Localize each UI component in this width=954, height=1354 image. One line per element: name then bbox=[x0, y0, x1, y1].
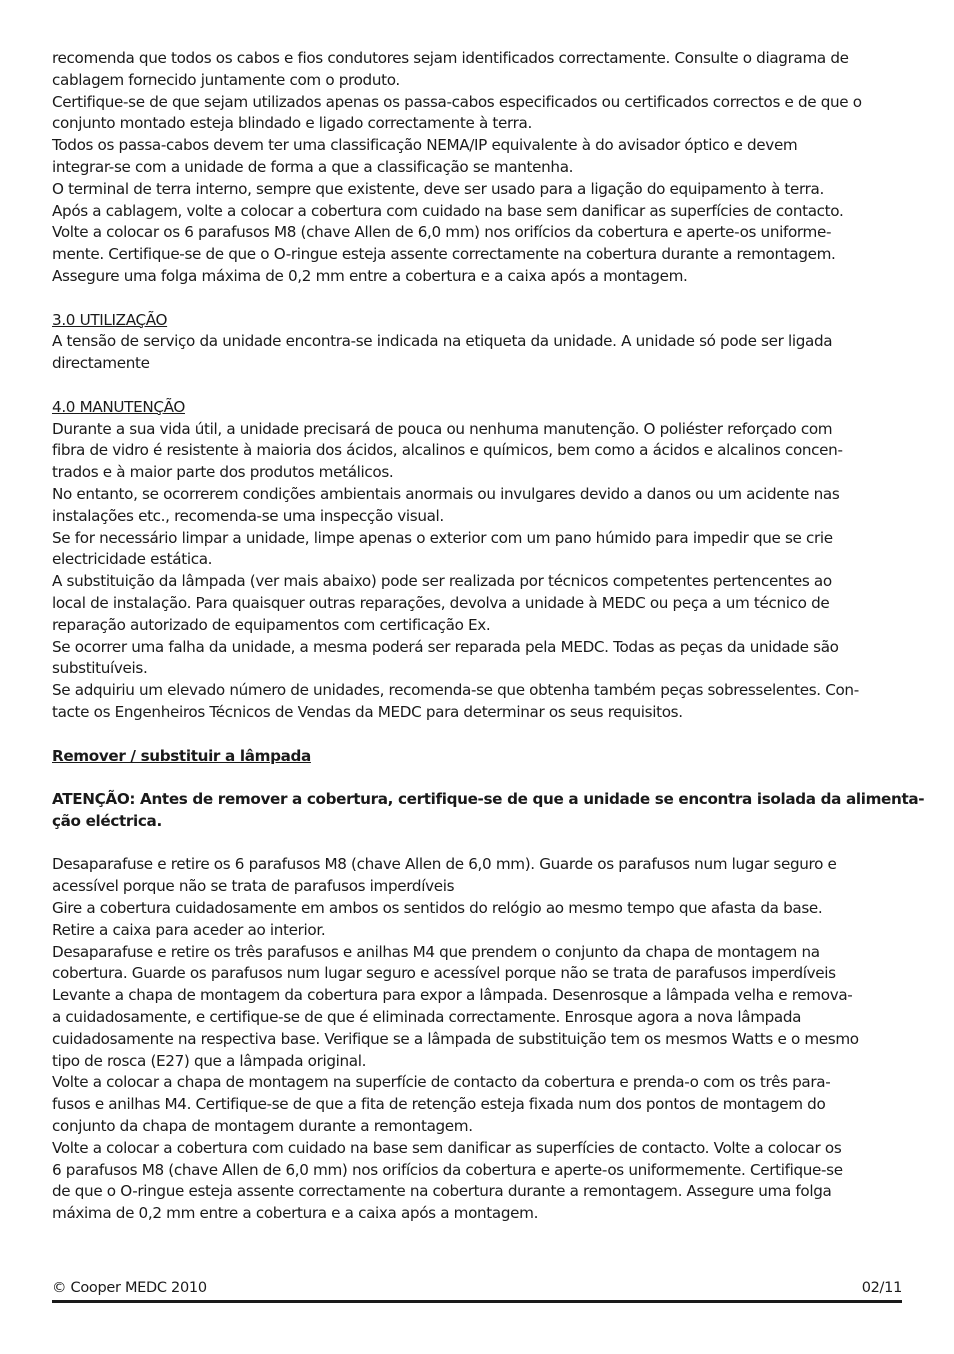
document-body bbox=[52, 48, 925, 1225]
text-line: Volte a colocar os 6 parafusos M8 (chave Allen de 6,0 mm) nos orifícios da cobertura e aperte-os uniforme- bbox=[52, 223, 832, 242]
page-footer bbox=[52, 1277, 902, 1299]
text-line: Desaparafuse e retire os 6 parafusos M8 (chave Allen de 6,0 mm). Guarde os parafusos num lugar seguro e bbox=[52, 855, 837, 874]
text-line: Todos os passa-cabos devem ter uma classificação NEMA/IP equivalente à do avisador óptico e devem bbox=[52, 136, 798, 155]
text-line: instalações etc., recomenda-se uma inspecção visual. bbox=[52, 506, 444, 525]
text-line: Gire a cobertura cuidadosamente em ambos os sentidos do relógio ao mesmo tempo que afasta da base. bbox=[52, 899, 823, 918]
text-line: Volte a colocar a cobertura com cuidado na base sem danificar as superfícies de contacto. Volte a colocar os bbox=[52, 1138, 842, 1157]
text-line: Retire a caixa para aceder ao interior. bbox=[52, 920, 326, 939]
subsection-heading: Remover / substituir a lâmpada bbox=[52, 746, 311, 765]
spacer bbox=[52, 767, 904, 789]
spacer bbox=[52, 833, 904, 855]
text-line: de que o O-ringue esteja assente correctamente na cobertura durante a remontagem. Assegure uma folga bbox=[52, 1182, 832, 1201]
text-line: Após a cablagem, volte a colocar a cobertura com cuidado na base sem danificar as superfícies de contacto. bbox=[52, 201, 844, 220]
text-line: recomenda que todos os cabos e fios condutores sejam identificados correctamente. Consulte o diagrama de bbox=[52, 49, 849, 67]
text-line: A substituição da lâmpada (ver mais abaixo) pode ser realizada por técnicos competentes pertencentes ao bbox=[52, 572, 832, 591]
text-line: Levante a chapa de montagem da cobertura para expor a lâmpada. Desenrosque a lâmpada velha e remova- bbox=[52, 986, 853, 1005]
text-line: local de instalação. Para quaisquer outras reparações, devolva a unidade à MEDC ou peça a um técnico de bbox=[52, 593, 830, 612]
text-line: máxima de 0,2 mm entre a cobertura e a caixa após a montagem. bbox=[52, 1204, 539, 1223]
section-utilizacao bbox=[52, 310, 904, 375]
text-line: reparação autorizado de equipamentos com certificação Ex. bbox=[52, 615, 491, 634]
spacer bbox=[52, 724, 904, 746]
section-manutencao bbox=[52, 397, 904, 724]
text-line: O terminal de terra interno, sempre que existente, deve ser usado para a ligação do equipamento à terra. bbox=[52, 179, 824, 198]
text-line: conjunto montado esteja blindado e ligado correctamente à terra. bbox=[52, 114, 532, 133]
spacer bbox=[52, 288, 904, 310]
text-line: Se ocorrer uma falha da unidade, a mesma poderá ser reparada pela MEDC. Todas as peças da unidade são bbox=[52, 637, 839, 656]
warning-line: ATENÇÃO: Antes de remover a cobertura, certifique-se de que a unidade se encontra isolada da alimenta- bbox=[52, 790, 925, 809]
text-line: No entanto, se ocorrerem condições ambientais anormais ou invulgares devido a danos ou um acidente nas bbox=[52, 484, 840, 503]
text-line: Assegure uma folga máxima de 0,2 mm entre a cobertura e a caixa após a montagem. bbox=[52, 266, 688, 285]
spacer bbox=[52, 375, 904, 397]
text-line: integrar-se com a unidade de forma a que a classificação se mantenha. bbox=[52, 157, 574, 176]
text-line: cobertura. Guarde os parafusos num lugar seguro e acessível porque não se trata de parafusos imperdíveis bbox=[52, 964, 836, 983]
text-line: Desaparafuse e retire os três parafusos e anilhas M4 que prendem o conjunto da chapa de montagem na bbox=[52, 942, 820, 961]
text-line: cablagem fornecido juntamente com o produto. bbox=[52, 70, 400, 89]
text-line: a cuidadosamente, e certifique-se de que é eliminada correctamente. Enrosque agora a nova lâmpada bbox=[52, 1008, 802, 1027]
text-line: electricidade estática. bbox=[52, 550, 213, 569]
text-line: Se adquiriu um elevado número de unidades, recomenda-se que obtenha também peças sobresselentes. Con- bbox=[52, 681, 859, 700]
warning-line: ção eléctrica. bbox=[52, 811, 162, 830]
section-lamp-replacement bbox=[52, 746, 925, 1226]
text-line: directamente bbox=[52, 354, 150, 373]
text-line: Se for necessário limpar a unidade, limpe apenas o exterior com um pano húmido para impedir que se crie bbox=[52, 528, 833, 547]
text-line: fibra de vidro é resistente à maioria dos ácidos, alcalinos e químicos, bem como a ácidos e alcalinos concen- bbox=[52, 441, 843, 460]
intro-paragraph bbox=[52, 48, 904, 288]
text-line: acessível porque não se trata de parafusos imperdíveis bbox=[52, 877, 455, 896]
text-line: A tensão de serviço da unidade encontra-se indicada na etiqueta da unidade. A unidade só pode ser ligada bbox=[52, 332, 833, 351]
text-line: cuidadosamente na respectiva base. Verifique se a lâmpada de substituição tem os mesmos Watts e o mesmo bbox=[52, 1029, 859, 1048]
section-heading: 4.0 MANUTENÇÃO bbox=[52, 397, 185, 416]
text-line: tipo de rosca (E27) que a lâmpada original. bbox=[52, 1051, 367, 1070]
text-line: conjunto da chapa de montagem durante a remontagem. bbox=[52, 1117, 473, 1136]
text-line: substituíveis. bbox=[52, 659, 148, 678]
text-line: Certifique-se de que sejam utilizados apenas os passa-cabos especificados ou certificados correctos e de que o bbox=[52, 92, 862, 111]
footer-rule bbox=[52, 1300, 902, 1303]
page-number: 02/11 bbox=[861, 1280, 902, 1296]
text-line: tacte os Engenheiros Técnicos de Vendas da MEDC para determinar os seus requisitos. bbox=[52, 702, 683, 721]
text-line: Volte a colocar a chapa de montagem na superfície de contacto da cobertura e prenda-o com os três para- bbox=[52, 1073, 831, 1092]
text-line: Durante a sua vida útil, a unidade precisará de pouca ou nenhuma manutenção. O poliéster reforçado com bbox=[52, 419, 833, 438]
copyright-text: © Cooper MEDC 2010 bbox=[52, 1280, 207, 1296]
text-line: trados e à maior parte dos produtos metálicos. bbox=[52, 463, 394, 482]
text-line: mente. Certifique-se de que o O-ringue esteja assente correctamente na cobertura durante a remontagem. bbox=[52, 245, 836, 264]
section-heading: 3.0 UTILIZAÇÃO bbox=[52, 310, 168, 329]
text-line: 6 parafusos M8 (chave Allen de 6,0 mm) nos orifícios da cobertura e aperte-os uniformemente. Certifique-se bbox=[52, 1160, 843, 1179]
text-line: fusos e anilhas M4. Certifique-se de que a fita de retenção esteja fixada num dos pontos de montagem do bbox=[52, 1095, 826, 1114]
